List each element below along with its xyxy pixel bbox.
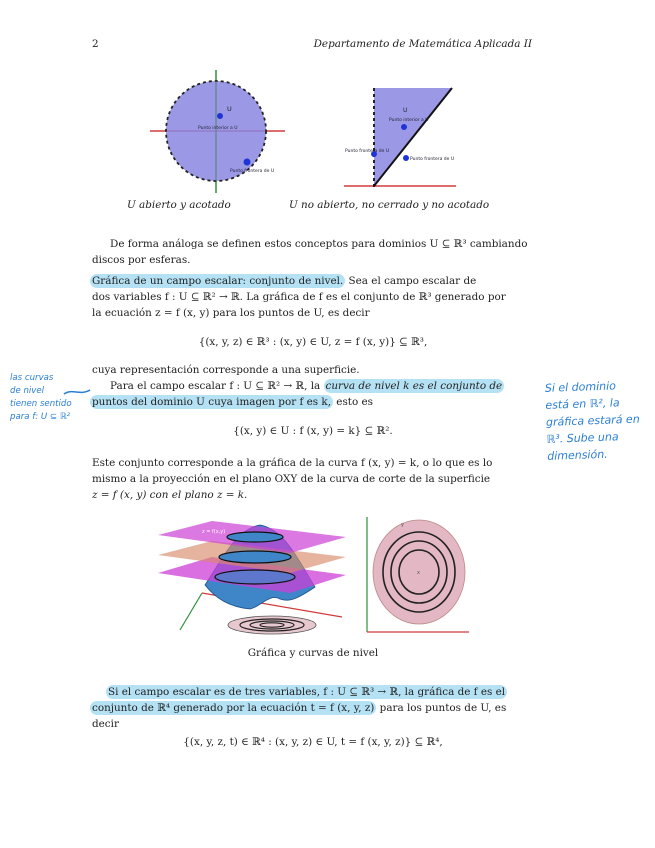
para3-line4: mismo a la proyección en el plano OXY de la curva de corte de la superficie: [92, 473, 491, 485]
figure-unbounded-set: [344, 84, 456, 190]
annotation-right-line: gráfica estará en: [545, 412, 640, 429]
boundary-point: [244, 159, 251, 166]
caption-graph-level-curves: Gráfica y curvas de nivel: [247, 647, 379, 659]
annotation-right: [545, 376, 654, 465]
figure-surface-with-planes: [150, 515, 350, 642]
para3-line1-pre: Para el campo escalar f : U ⊆ ℝ² → ℝ, la: [110, 380, 324, 392]
four-dim-graph-definition: Si el campo escalar es de tres variables, f : U ⊆ ℝ³ → ℝ, la gráfica de f es el: [108, 686, 506, 698]
figure-open-bounded-set: [150, 68, 285, 196]
annotation-left-line: las curvas: [10, 373, 54, 383]
running-title: Departamento de Matemática Aplicada II: [313, 38, 532, 50]
para3-line2: [90, 394, 373, 410]
annotation-left-line: tienen sentido: [10, 399, 72, 409]
para1-line2: discos por esferas.: [92, 254, 191, 266]
label-surface: z = f(x,y): [202, 529, 226, 535]
label-u: U: [403, 107, 408, 114]
annotation-right-line: Si el dominio: [544, 379, 617, 395]
label-boundary: Punto frontera de U: [230, 169, 275, 174]
label-boundary-left: Punto frontera de U: [345, 149, 390, 154]
para2-line4: cuya representación corresponde a una superficie.: [92, 364, 360, 376]
four-dim-graph-definition-cont: conjunto de ℝ⁴ generado por la ecuación t = f (x, y, z): [92, 702, 375, 714]
figure-level-curves: [363, 515, 471, 637]
label-y: y: [401, 522, 404, 528]
boundary-point-diagonal: [403, 155, 409, 161]
label-interior: Punto interior a U: [198, 126, 238, 131]
label-u: U: [227, 105, 232, 113]
para3-line2-rest: esto es: [333, 396, 373, 408]
label-interior: Punto interior a U: [389, 118, 429, 123]
caption-open-bounded: U abierto y acotado: [127, 199, 231, 211]
para2-line3: la ecuación z = f (x, y) para los puntos de U, es decir: [92, 307, 370, 319]
para2-line1: [90, 273, 534, 289]
page-number: 2: [92, 38, 99, 50]
formula-level-set: {(x, y) ∈ U : f (x, y) = k} ⊆ ℝ².: [233, 425, 393, 437]
para3-line5: z = f (x, y) con el plano z = k.: [92, 489, 248, 501]
heading-level-sets: Gráfica de un campo escalar: conjunto de nivel.: [92, 275, 344, 287]
formula-graph: {(x, y, z) ∈ ℝ³ : (x, y) ∈ U, z = f (x, y)} ⊆ ℝ³,: [198, 336, 428, 348]
para4-line2: [90, 700, 506, 716]
para4-line3: decir: [92, 718, 119, 730]
label-x: x: [417, 570, 420, 576]
caption-unbounded: U no abierto, no cerrado y no acotado: [289, 199, 490, 211]
interior-point: [401, 124, 407, 130]
annotation-right-line: dimensión.: [546, 447, 608, 463]
annotation-left-line: para f: U ⊆ ℝ²: [10, 412, 71, 422]
level-curve-definition-cont: puntos del dominio U cuya imagen por f es k,: [92, 396, 331, 408]
level-curve-definition: curva de nivel k es el conjunto de: [325, 380, 503, 392]
para4-line1: [106, 684, 507, 700]
para1-line1: De forma análoga se definen estos conceptos para dominios U ⊆ ℝ³ cambiando: [110, 238, 528, 250]
para2-line2: dos variables f : U ⊆ ℝ² → ℝ. La gráfica de f es el conjunto de ℝ³ generado por: [92, 291, 506, 303]
annotation-left-line: de nivel: [10, 386, 45, 396]
interior-point: [217, 113, 223, 119]
formula-4d-graph: {(x, y, z, t) ∈ ℝ⁴ : (x, y, z) ∈ U, t = f (x, y, z)} ⊆ ℝ⁴,: [183, 736, 443, 748]
para3-line3: Este conjunto corresponde a la gráfica de la curva f (x, y) = k, o lo que es lo: [92, 457, 493, 469]
para3-line1: [110, 378, 504, 394]
annotation-right-line: está en ℝ², la: [545, 396, 620, 412]
annotation-right-line: ℝ³. Sube una: [546, 430, 619, 446]
annotation-arrow: [62, 384, 92, 404]
label-boundary-diagonal: Punto frontera de U: [410, 157, 455, 162]
para2-line1-rest: Sea el campo escalar de: [345, 275, 477, 287]
axis-y-3d: [180, 593, 202, 630]
para4-line2-rest: para los puntos de U, es: [376, 702, 507, 714]
